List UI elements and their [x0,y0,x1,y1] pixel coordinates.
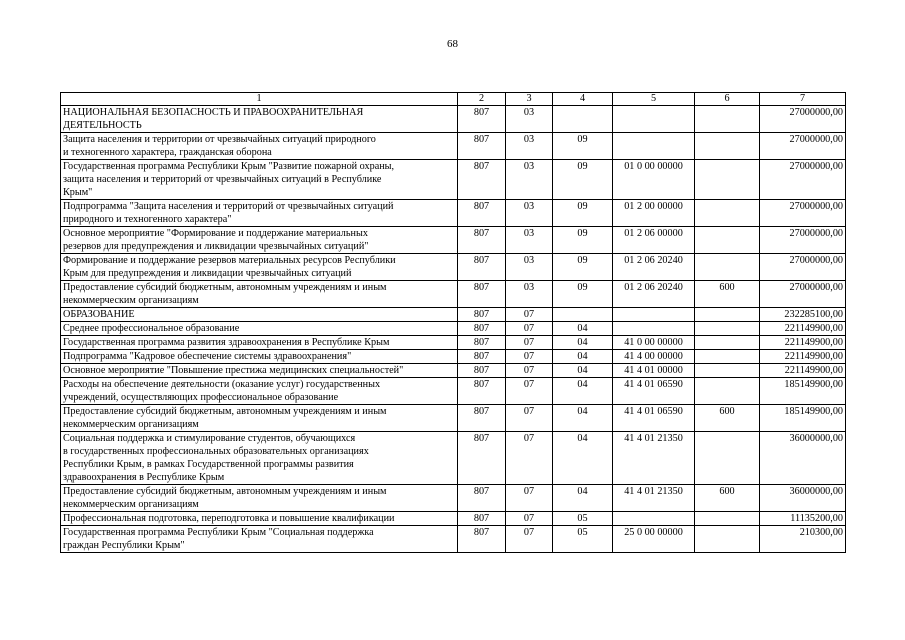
table-row [61,512,846,526]
row-sum-cell: 232285100,00 [760,308,846,322]
row-name-cell: Государственная программа Республики Крым "Социальная поддержка граждан Республики Крым" [61,526,458,553]
row-expense-type-cell: 600 [695,281,760,308]
row-ved-cell: 807 [458,405,506,432]
row-subsection-cell: 09 [553,254,613,281]
row-name-cell: Профессиональная подготовка, переподготовка и повышение квалификации [61,512,458,526]
row-sum-cell: 221149900,00 [760,322,846,336]
row-sum-cell: 27000000,00 [760,106,846,133]
row-subsection-cell: 04 [553,378,613,405]
table-row [61,106,846,133]
row-expense-type-cell: 600 [695,485,760,512]
row-name-cell: Формирование и поддержание резервов материальных ресурсов Республики Крым для предупреждения и ликвидации чрезвычайных ситуаций [61,254,458,281]
row-expense-type-cell [695,308,760,322]
row-target-article-cell: 01 2 06 20240 [613,254,695,281]
row-name-cell: Государственная программа Республики Крым "Развитие пожарной охраны, защита населения и территорий от чрезвычайных ситуаций в Республике Крым" [61,160,458,200]
row-expense-type-cell [695,227,760,254]
row-expense-type-cell [695,254,760,281]
row-subsection-cell: 04 [553,336,613,350]
row-expense-type-cell [695,350,760,364]
row-name-cell: ОБРАЗОВАНИЕ [61,308,458,322]
row-expense-type-cell [695,526,760,553]
row-target-article-cell [613,106,695,133]
row-subsection-cell: 09 [553,133,613,160]
row-name-cell: Подпрограмма "Защита населения и территорий от чрезвычайных ситуаций природного и техногенного характера" [61,200,458,227]
row-target-article-cell: 41 0 00 00000 [613,336,695,350]
row-section-cell: 03 [506,106,553,133]
row-subsection-cell: 04 [553,350,613,364]
row-name-cell: Среднее профессиональное образование [61,322,458,336]
page-number: 68 [447,38,458,50]
row-subsection-cell [553,106,613,133]
row-ved-cell: 807 [458,512,506,526]
row-target-article-cell: 41 4 01 06590 [613,378,695,405]
row-sum-cell: 221149900,00 [760,350,846,364]
row-target-article-cell: 01 2 06 00000 [613,227,695,254]
row-ved-cell: 807 [458,106,506,133]
row-section-cell: 03 [506,133,553,160]
row-sum-cell: 27000000,00 [760,227,846,254]
row-section-cell: 07 [506,432,553,485]
row-section-cell: 07 [506,512,553,526]
row-ved-cell: 807 [458,350,506,364]
table-row [61,485,846,512]
row-name-cell: НАЦИОНАЛЬНАЯ БЕЗОПАСНОСТЬ И ПРАВООХРАНИТЕЛЬНАЯ ДЕЯТЕЛЬНОСТЬ [61,106,458,133]
row-section-cell: 03 [506,160,553,200]
budget-table [60,92,846,553]
row-subsection-cell: 05 [553,526,613,553]
row-sum-cell: 185149900,00 [760,378,846,405]
table-row [61,160,846,200]
row-expense-type-cell [695,432,760,485]
row-section-cell: 03 [506,200,553,227]
row-section-cell: 03 [506,281,553,308]
row-expense-type-cell [695,322,760,336]
row-subsection-cell [553,308,613,322]
row-target-article-cell [613,512,695,526]
table-row [61,336,846,350]
row-target-article-cell [613,308,695,322]
row-sum-cell: 27000000,00 [760,200,846,227]
table-row [61,254,846,281]
row-subsection-cell: 05 [553,512,613,526]
row-section-cell: 03 [506,227,553,254]
row-ved-cell: 807 [458,200,506,227]
row-target-article-cell: 01 2 06 20240 [613,281,695,308]
row-name-cell: Социальная поддержка и стимулирование студентов, обучающихся в государственных профессиональных образовательных организациях Республики Крым, в рамках Государственной программы развития здравоохранения в Республике Крым [61,432,458,485]
row-subsection-cell: 04 [553,405,613,432]
row-subsection-cell: 09 [553,200,613,227]
row-expense-type-cell [695,364,760,378]
row-target-article-cell: 01 0 00 00000 [613,160,695,200]
row-expense-type-cell [695,106,760,133]
row-section-cell: 07 [506,350,553,364]
table-row [61,378,846,405]
column-header-1: 1 [61,93,458,106]
row-sum-cell: 27000000,00 [760,133,846,160]
row-name-cell: Подпрограмма "Кадровое обеспечение системы здравоохранения" [61,350,458,364]
row-subsection-cell: 09 [553,160,613,200]
row-section-cell: 07 [506,405,553,432]
row-target-article-cell: 01 2 00 00000 [613,200,695,227]
column-header-6: 6 [695,93,760,106]
table-row [61,526,846,553]
row-expense-type-cell [695,512,760,526]
row-target-article-cell: 41 4 01 21350 [613,485,695,512]
row-subsection-cell: 09 [553,227,613,254]
column-header-4: 4 [553,93,613,106]
table-row [61,432,846,485]
row-name-cell: Основное мероприятие "Повышение престижа медицинских специальностей" [61,364,458,378]
row-target-article-cell: 41 4 01 00000 [613,364,695,378]
row-name-cell: Предоставление субсидий бюджетным, автономным учреждениям и иным некоммерческим организациям [61,405,458,432]
row-sum-cell: 185149900,00 [760,405,846,432]
row-ved-cell: 807 [458,133,506,160]
row-target-article-cell: 41 4 01 06590 [613,405,695,432]
row-section-cell: 07 [506,364,553,378]
row-target-article-cell: 41 4 01 21350 [613,432,695,485]
row-subsection-cell: 04 [553,322,613,336]
row-name-cell: Расходы на обеспечение деятельности (оказание услуг) государственных учреждений, осуществляющих профессиональное образование [61,378,458,405]
row-name-cell: Предоставление субсидий бюджетным, автономным учреждениям и иным некоммерческим организациям [61,485,458,512]
row-sum-cell: 36000000,00 [760,485,846,512]
row-expense-type-cell [695,133,760,160]
table-row [61,322,846,336]
budget-table-body [61,93,846,553]
row-subsection-cell: 04 [553,485,613,512]
row-expense-type-cell [695,200,760,227]
row-name-cell: Защита населения и территории от чрезвычайных ситуаций природного и техногенного характера, гражданская оборона [61,133,458,160]
row-expense-type-cell [695,160,760,200]
row-section-cell: 07 [506,336,553,350]
row-expense-type-cell: 600 [695,405,760,432]
row-ved-cell: 807 [458,378,506,405]
row-section-cell: 07 [506,526,553,553]
row-sum-cell: 210300,00 [760,526,846,553]
row-ved-cell: 807 [458,322,506,336]
table-row [61,200,846,227]
table-row [61,281,846,308]
row-target-article-cell [613,133,695,160]
row-sum-cell: 36000000,00 [760,432,846,485]
table-row [61,405,846,432]
row-subsection-cell: 04 [553,432,613,485]
row-expense-type-cell [695,378,760,405]
table-row [61,308,846,322]
row-name-cell: Предоставление субсидий бюджетным, автономным учреждениям и иным некоммерческим организациям [61,281,458,308]
row-sum-cell: 11135200,00 [760,512,846,526]
column-header-5: 5 [613,93,695,106]
row-ved-cell: 807 [458,485,506,512]
table-row [61,227,846,254]
column-header-2: 2 [458,93,506,106]
row-section-cell: 07 [506,378,553,405]
row-ved-cell: 807 [458,254,506,281]
row-target-article-cell: 41 4 00 00000 [613,350,695,364]
row-ved-cell: 807 [458,227,506,254]
row-ved-cell: 807 [458,160,506,200]
row-ved-cell: 807 [458,432,506,485]
row-ved-cell: 807 [458,308,506,322]
row-sum-cell: 27000000,00 [760,281,846,308]
table-row [61,133,846,160]
row-section-cell: 07 [506,322,553,336]
row-target-article-cell: 25 0 00 00000 [613,526,695,553]
row-sum-cell: 221149900,00 [760,336,846,350]
row-sum-cell: 27000000,00 [760,160,846,200]
row-sum-cell: 27000000,00 [760,254,846,281]
row-section-cell: 03 [506,254,553,281]
table-header-row [61,93,846,106]
row-ved-cell: 807 [458,336,506,350]
column-header-3: 3 [506,93,553,106]
row-name-cell: Государственная программа развития здравоохранения в Республике Крым [61,336,458,350]
row-sum-cell: 221149900,00 [760,364,846,378]
row-name-cell: Основное мероприятие "Формирование и поддержание материальных резервов для предупреждения и ликвидации чрезвычайных ситуаций" [61,227,458,254]
table-row [61,350,846,364]
row-subsection-cell: 04 [553,364,613,378]
row-target-article-cell [613,322,695,336]
row-ved-cell: 807 [458,364,506,378]
row-ved-cell: 807 [458,281,506,308]
row-expense-type-cell [695,336,760,350]
row-subsection-cell: 09 [553,281,613,308]
row-ved-cell: 807 [458,526,506,553]
column-header-7: 7 [760,93,846,106]
row-section-cell: 07 [506,308,553,322]
table-row [61,364,846,378]
row-section-cell: 07 [506,485,553,512]
